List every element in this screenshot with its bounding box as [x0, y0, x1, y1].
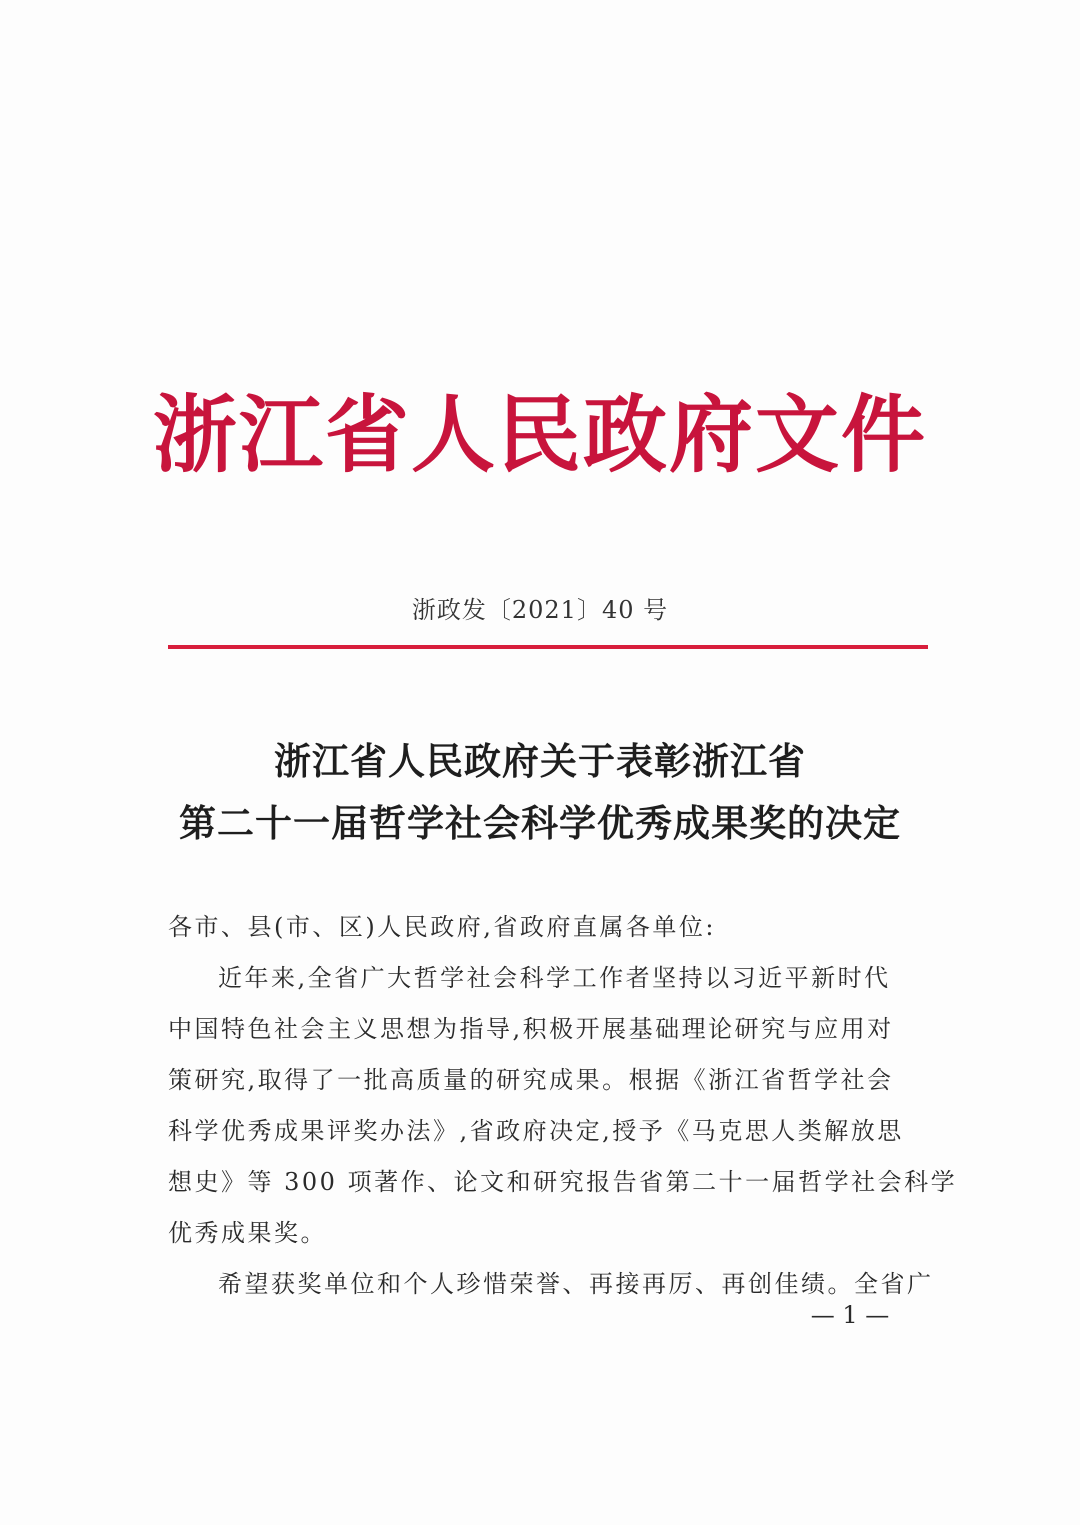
- salutation: 各市、县(市、区)人民政府,省政府直属各单位:: [168, 913, 716, 941]
- body-line: 优秀成果奖。: [168, 1219, 327, 1247]
- document-title-line: 第二十一届哲学社会科学优秀成果奖的决定: [179, 801, 901, 845]
- document-title-line: 浙江省人民政府关于表彰浙江省: [274, 739, 806, 783]
- body-line: 科学优秀成果评奖办法》,省政府决定,授予《马克思人类解放思: [168, 1117, 904, 1145]
- document-body: [168, 902, 958, 1310]
- issuing-authority-header: 浙江省人民政府文件: [152, 386, 927, 484]
- body-line: 想史》等 300 项著作、论文和研究报告省第二十一届哲学社会科学: [168, 1168, 958, 1196]
- body-line: 希望获奖单位和个人珍惜荣誉、再接再厉、再创佳绩。全省广: [218, 1270, 934, 1298]
- body-line: 近年来,全省广大哲学社会科学工作者坚持以习近平新时代: [218, 964, 891, 992]
- document-title: [150, 730, 930, 854]
- document-number: 浙政发〔2021〕40 号: [411, 596, 669, 624]
- body-line: 策研究,取得了一批高质量的研究成果。根据《浙江省哲学社会: [168, 1066, 894, 1094]
- page-number: — 1 —: [810, 1301, 890, 1329]
- red-separator-rule: [168, 645, 928, 649]
- body-line: 中国特色社会主义思想为指导,积极开展基础理论研究与应用对: [168, 1015, 894, 1043]
